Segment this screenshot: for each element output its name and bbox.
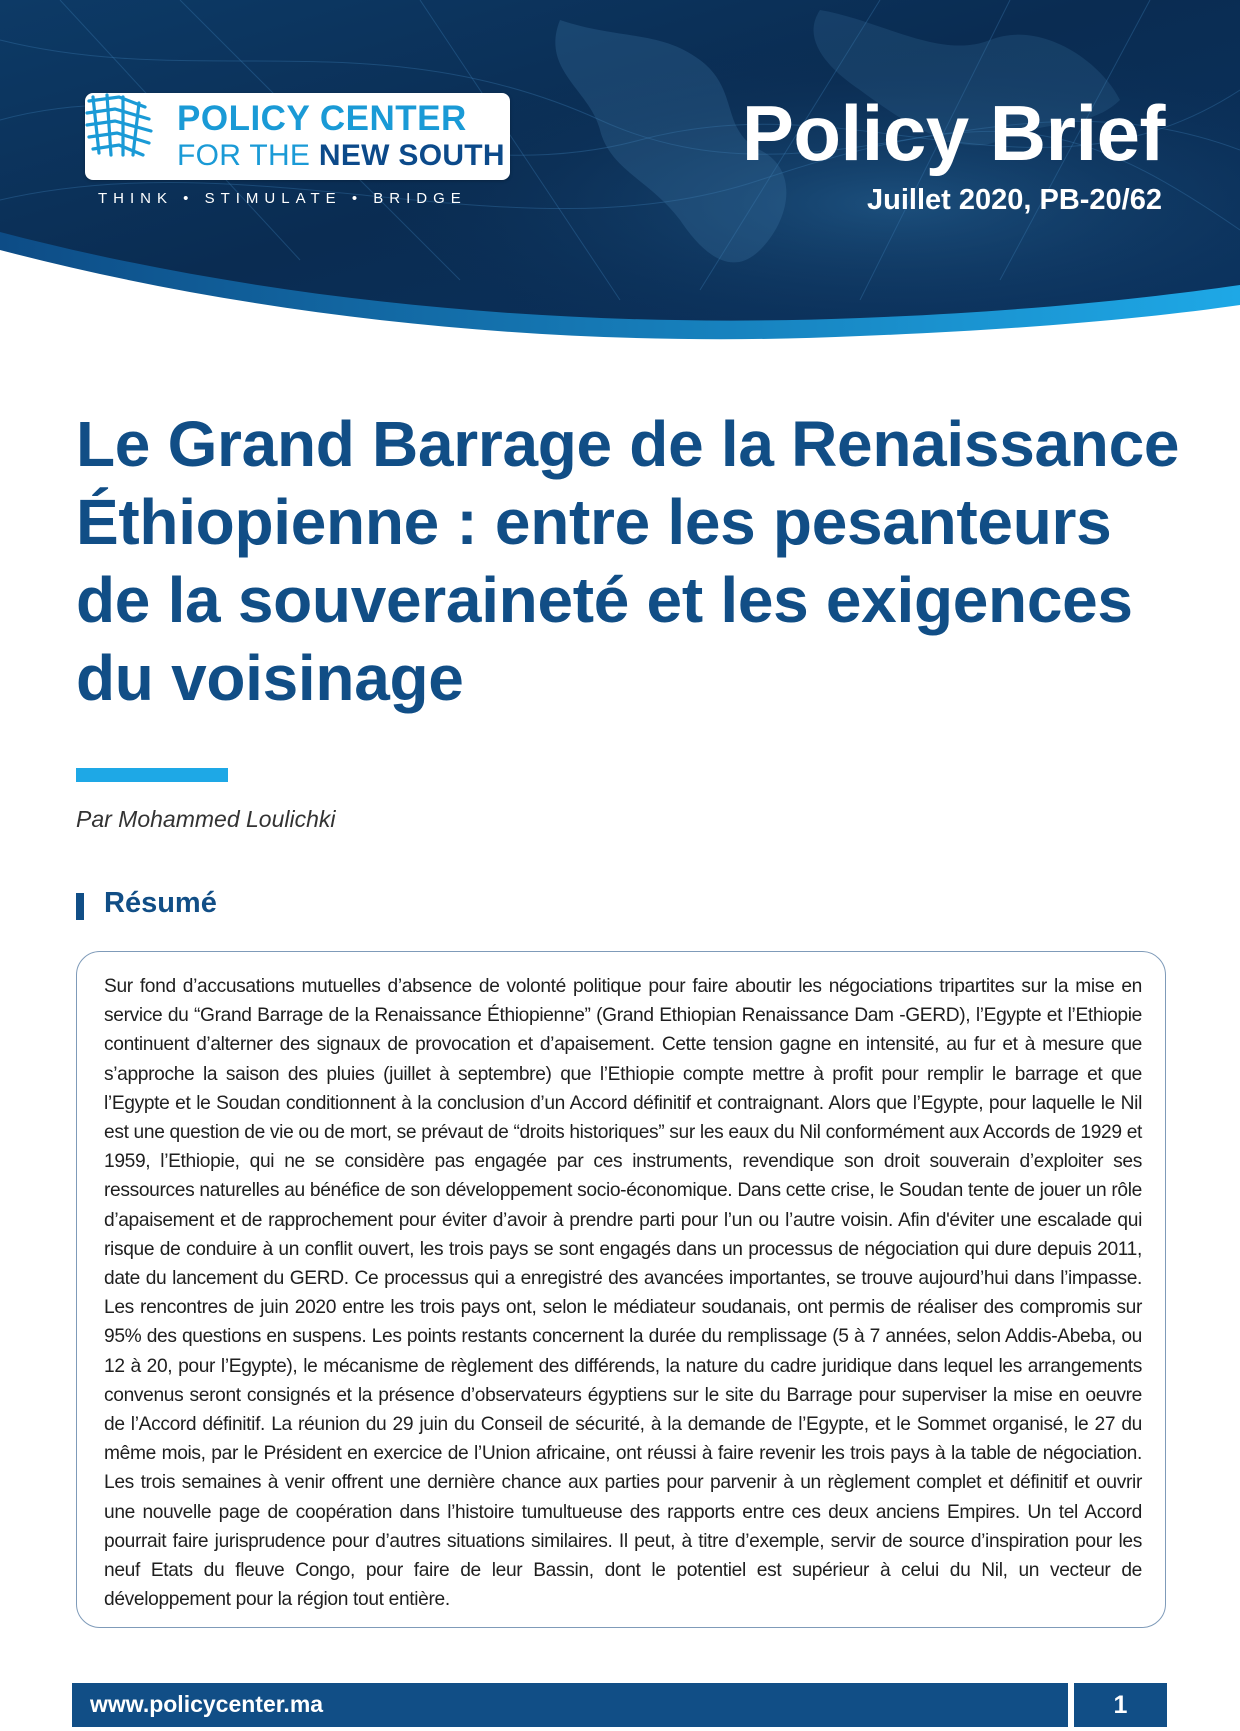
- title-accent-bar: [76, 768, 228, 782]
- section-marker: [76, 893, 84, 920]
- website-link[interactable]: www.policycenter.ma: [90, 1691, 324, 1717]
- abstract-box: [76, 951, 1166, 1628]
- publication-date-code: Juillet 2020, PB-20/62: [867, 184, 1162, 216]
- logo-name-prefix: FOR THE: [177, 139, 311, 172]
- page-number-box: [1074, 1683, 1167, 1727]
- logo-name-line2: [177, 139, 505, 173]
- header-banner: [0, 0, 1240, 370]
- organization-logo[interactable]: [85, 93, 510, 180]
- footer-bar: [72, 1683, 1068, 1727]
- publication-type-title: Policy Brief: [741, 89, 1165, 177]
- globe-grid-icon: [85, 93, 157, 159]
- document-title: Le Grand Barrage de la Renaissance Éthiopienne : entre les pesanteurs de la souveraineté et les exigences du voisinage: [76, 408, 1180, 714]
- logo-name-line1: POLICY CENTER: [177, 99, 467, 138]
- logo-name-strong: NEW SOUTH: [318, 139, 505, 172]
- page-number: 1: [1113, 1691, 1128, 1719]
- section-title-resume: Résumé: [104, 887, 217, 919]
- abstract-text: Sur fond d’accusations mutuelles d’absence de volonté politique pour faire aboutir les négociations tripartites sur la mise en service du “Grand Barrage de la Renaissance Éthiopienne” (Grand Ethiopian Renaissance Dam -GERD), l’Egypte et l’Ethiopie continuent d’alterner des signaux de provocation et d’apaisement. Cette tension gagne en intensité, au fur et à mesure que s’approche la saison des pluies (juillet à septembre) que l’Ethiopie compte mettre à profit pour remplir le barrage et que l’Egypte et le Soudan conditionnent à la conclusion d’un Accord définitif et contraignant. Alors que l’Egypte, pour laquelle le Nil est une question de vie ou de mort, se prévaut de “droits historiques” sur les eaux du Nil conformément aux Accords de 1929 et 1959, l’Ethiopie, qui ne se considère pas engagée par ces instruments, revendique son droit souverain d’exploiter ses ressources naturelles au bénéfice de son développement socio-économique. Dans cette crise, le Soudan tente de jouer un rôle d’apaisement et de rapprochement pour éviter d’avoir à prendre parti pour l’un ou l’autre voisin. Afin d'éviter une escalade qui risque de conduire à un conflit ouvert, les trois pays se sont engagés dans un processus de négociation qui dure depuis 2011, date du lancement du GERD. Ce processus qui a enregistré des avancées importantes, se trouve aujourd’hui dans l’impasse. Les rencontres de juin 2020 entre les trois pays ont, selon le médiateur soudanais, ont permis de réaliser des compromis sur 95% des questions en suspens. Les points restants concernent la durée du remplissage (5 à 7 années, selon Addis-Abeba, ou 12 à 20, pour l’Egypte), le mécanisme de règlement des différends, la nature du cadre juridique dans lequel les arrangements convenus seront consignés et la présence d’observateurs égyptiens sur le site du Barrage pour superviser la mise en oeuvre de l’Accord définitif. La réunion du 29 juin du Conseil de sécurité, à la demande de l’Egypte, et le Sommet organisé, le 27 du même mois, par le Président en exercice de l’Union africaine, ont réussi à faire revenir les trois pays à la table de négociation. Les trois semaines à venir offrent une dernière chance aux parties pour parvenir à un règlement complet et définitif et ouvrir une nouvelle page de coopération dans l’histoire tumultueuse des rapports entre ces deux anciens Empires. Un tel Accord pourrait faire jurisprudence pour d’autres situations similaires. Il peut, à titre d’exemple, servir de source d’inspiration pour les neuf Etats du fleuve Congo, pour faire de leur Bassin, dont le potentiel est supérieur à celui du Nil, un vecteur de développement pour la région tout entière.: [104, 976, 1142, 1611]
- author-byline: Par Mohammed Loulichki: [76, 806, 336, 832]
- logo-tagline: THINK • STIMULATE • BRIDGE: [98, 190, 467, 207]
